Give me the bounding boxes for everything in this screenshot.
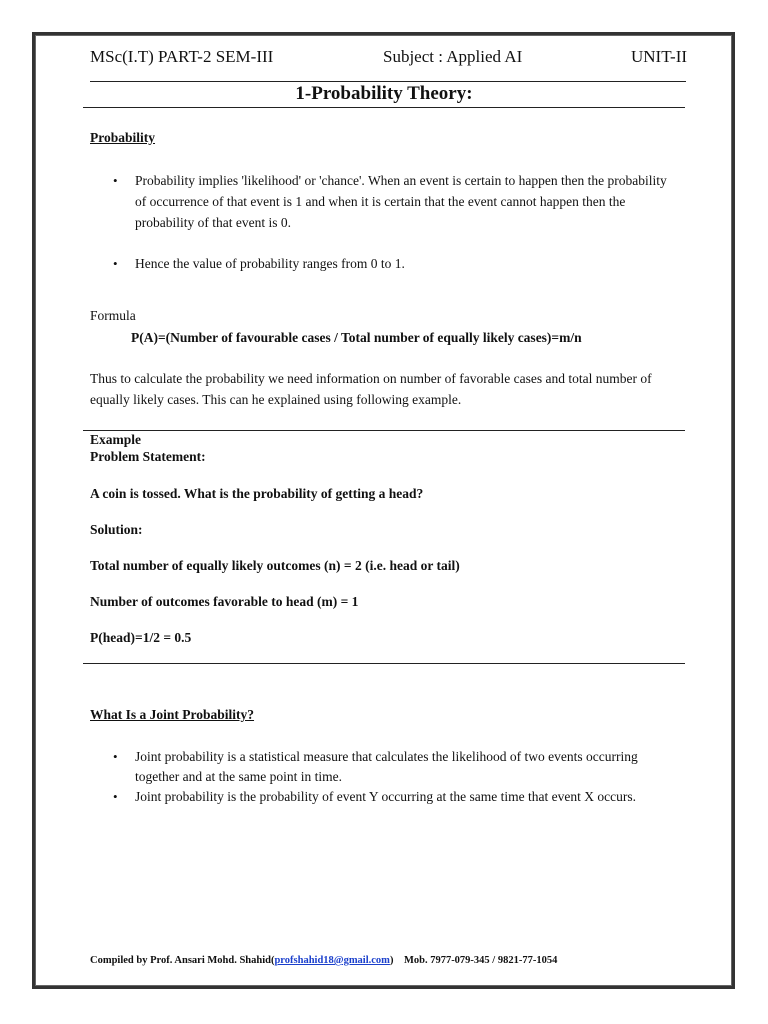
header-subject: Subject : Applied AI [383,47,523,66]
probability-bullet-list [113,170,675,233]
footer-compiled-by: Compiled by Prof. Ansari Mohd. Shahid( [90,955,275,966]
list-item [113,787,670,807]
example-label: Example [90,432,142,447]
bullet-icon: • [113,749,118,764]
problem-statement-label: Problem Statement: [90,449,206,464]
joint-bullet-list [113,747,670,807]
probability-bullet-list-2 [113,253,675,274]
bullet-icon: • [113,789,118,804]
solution-line-1: Total number of equally likely outcomes (n) = 2 (i.e. head or tail) [90,558,460,573]
solution-line-3: P(head)=1/2 = 0.5 [90,630,192,645]
header-course: MSc(I.T) PART-2 SEM-III [90,47,274,66]
footer-mobile: Mob. 7977-079-345 / 9821-77-1054 [403,955,558,966]
list-item [113,253,675,274]
formula-text: P(A)=(Number of favourable cases / Total number of equally likely cases)=m/n [131,330,582,345]
bullet-icon: • [113,256,118,271]
problem-text: A coin is tossed. What is the probability of getting a head? [90,486,424,501]
bullet-text: Probability implies 'likelihood' or 'chance'. When an event is certain to happen then the probability of occurrence of that event is 1 and when it is certain that the event cannot happen then the probability of that event is 0. [135,173,667,230]
footer [90,954,557,968]
footer-close-paren: ) [389,955,394,966]
bullet-icon: • [113,173,118,188]
solution-line-2: Number of outcomes favorable to head (m) = 1 [90,594,359,609]
title-rule [83,107,685,108]
formula-label: Formula [90,308,136,323]
page-title: 1-Probability Theory: [295,83,473,104]
bullet-text: Hence the value of probability ranges from 0 to 1. [135,256,405,271]
bullet-text: Joint probability is a statistical measure that calculates the likelihood of two events occurring together and at the same point in time. [135,749,638,784]
bullet-text: Joint probability is the probability of event Y occurring at the same time that event X occurs. [135,789,636,804]
list-item [113,170,675,233]
footer-email-link[interactable]: profshahid18@gmail.com [274,955,390,966]
example-top-rule [83,430,685,431]
list-item [113,747,670,787]
joint-probability-heading: What Is a Joint Probability? [90,707,255,722]
probability-heading: Probability [90,130,156,145]
solution-label: Solution: [90,522,143,537]
explanation-text: Thus to calculate the probability we need information on number of favorable cases and total number of equally likely cases. This can he explained using following example. [90,371,652,407]
header-unit: UNIT-II [631,47,688,66]
example-bottom-rule [83,663,685,664]
